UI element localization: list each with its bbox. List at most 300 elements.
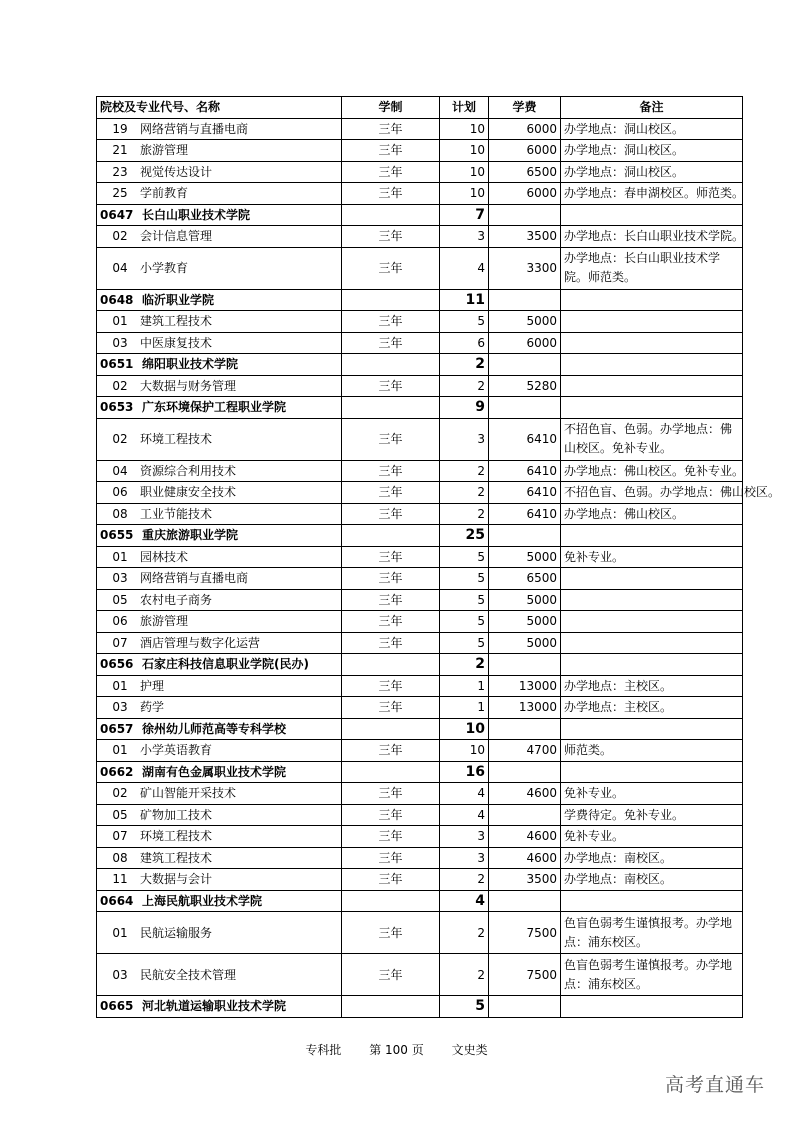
school-name: 重庆旅游职业学院 — [142, 528, 239, 543]
major-duration: 三年 — [342, 611, 440, 633]
school-cell — [97, 996, 342, 1018]
school-row — [97, 204, 743, 226]
major-name: 学前教育 — [140, 186, 189, 201]
major-note: 办学地点：佛山校区。免补专业。 — [561, 460, 743, 482]
header-note: 备注 — [561, 97, 743, 119]
school-row — [97, 996, 743, 1018]
major-fee: 3500 — [489, 226, 561, 248]
major-row — [97, 546, 743, 568]
major-row — [97, 247, 743, 289]
major-cell — [97, 847, 342, 869]
major-name: 小学教育 — [140, 261, 189, 275]
school-name: 临沂职业学院 — [142, 292, 215, 307]
school-plan: 10 — [440, 718, 489, 740]
major-name: 护理 — [140, 678, 165, 693]
major-row — [97, 375, 743, 397]
school-cell — [97, 204, 342, 226]
school-cell — [97, 397, 342, 419]
major-fee: 6500 — [489, 161, 561, 183]
school-name: 长白山职业技术学院 — [142, 207, 251, 222]
major-name: 园林技术 — [140, 549, 189, 564]
major-cell — [97, 740, 342, 762]
major-cell — [97, 675, 342, 697]
major-plan: 2 — [440, 460, 489, 482]
major-duration: 三年 — [342, 460, 440, 482]
major-fee: 5000 — [489, 611, 561, 633]
major-plan: 5 — [440, 311, 489, 333]
major-code: 08 — [112, 506, 128, 521]
major-cell — [97, 826, 342, 848]
major-cell — [97, 247, 342, 289]
major-fee: 3300 — [489, 247, 561, 289]
major-plan: 2 — [440, 503, 489, 525]
school-duration-cell — [342, 718, 440, 740]
major-code: 21 — [112, 143, 128, 158]
major-duration: 三年 — [342, 804, 440, 826]
school-fee-cell — [489, 996, 561, 1018]
school-duration-cell — [342, 289, 440, 311]
major-plan: 1 — [440, 675, 489, 697]
major-duration: 三年 — [342, 697, 440, 719]
major-plan: 5 — [440, 589, 489, 611]
school-fee-cell — [489, 654, 561, 676]
major-plan: 1 — [440, 697, 489, 719]
school-name: 上海民航职业技术学院 — [142, 893, 263, 908]
major-code: 02 — [112, 432, 128, 446]
school-note-cell — [561, 354, 743, 376]
major-duration: 三年 — [342, 546, 440, 568]
major-plan: 4 — [440, 804, 489, 826]
major-fee: 7500 — [489, 954, 561, 996]
school-note-cell — [561, 996, 743, 1018]
major-fee: 6500 — [489, 568, 561, 590]
major-code: 01 — [112, 925, 128, 940]
major-duration: 三年 — [342, 740, 440, 762]
major-code: 11 — [112, 872, 128, 887]
school-note-cell — [561, 289, 743, 311]
school-code: 0656 — [100, 657, 134, 672]
major-row — [97, 460, 743, 482]
footer-category: 文史类 — [451, 1043, 488, 1057]
major-fee: 5000 — [489, 589, 561, 611]
major-row — [97, 503, 743, 525]
major-name: 大数据与会计 — [140, 872, 213, 887]
school-cell — [97, 354, 342, 376]
major-plan: 3 — [440, 826, 489, 848]
major-code: 06 — [112, 485, 128, 500]
major-fee: 6410 — [489, 460, 561, 482]
school-row — [97, 761, 743, 783]
major-cell — [97, 118, 342, 140]
school-cell — [97, 654, 342, 676]
school-note-cell — [561, 525, 743, 547]
major-plan: 2 — [440, 482, 489, 504]
major-code: 01 — [112, 549, 128, 564]
major-row — [97, 161, 743, 183]
school-duration-cell — [342, 654, 440, 676]
school-note-cell — [561, 718, 743, 740]
footer-page-number: 第 100 页 — [369, 1043, 424, 1057]
school-row — [97, 354, 743, 376]
school-cell — [97, 718, 342, 740]
major-plan: 2 — [440, 375, 489, 397]
major-name: 药学 — [140, 700, 165, 715]
major-name: 矿物加工技术 — [140, 807, 213, 822]
major-note: 色盲色弱考生谨慎报考。办学地点：浦东校区。 — [561, 912, 743, 954]
major-cell — [97, 482, 342, 504]
major-name: 小学英语教育 — [140, 743, 213, 758]
school-name: 广东环境保护工程职业学院 — [142, 400, 287, 415]
major-duration: 三年 — [342, 675, 440, 697]
school-name: 河北轨道运输职业技术学院 — [142, 999, 287, 1014]
school-duration-cell — [342, 204, 440, 226]
major-note — [561, 568, 743, 590]
major-duration: 三年 — [342, 247, 440, 289]
school-fee-cell — [489, 204, 561, 226]
major-duration: 三年 — [342, 375, 440, 397]
major-plan: 5 — [440, 568, 489, 590]
major-note: 不招色盲、色弱。办学地点：佛山校区。免补专业。 — [561, 418, 743, 460]
school-name: 徐州幼儿师范高等专科学校 — [142, 721, 287, 736]
major-duration: 三年 — [342, 332, 440, 354]
major-cell — [97, 311, 342, 333]
major-name: 大数据与财务管理 — [140, 378, 237, 393]
major-note: 办学地点：南校区。 — [561, 847, 743, 869]
major-duration: 三年 — [342, 418, 440, 460]
major-code: 04 — [112, 463, 128, 478]
major-code: 02 — [112, 378, 128, 393]
header-duration: 学制 — [342, 97, 440, 119]
major-cell — [97, 804, 342, 826]
school-fee-cell — [489, 890, 561, 912]
major-note: 办学地点：南校区。 — [561, 869, 743, 891]
major-cell — [97, 869, 342, 891]
school-code: 0648 — [100, 292, 134, 307]
major-name: 民航安全技术管理 — [140, 967, 237, 982]
school-row — [97, 525, 743, 547]
major-cell — [97, 546, 342, 568]
school-plan: 25 — [440, 525, 489, 547]
major-note — [561, 311, 743, 333]
major-note: 色盲色弱考生谨慎报考。办学地点：浦东校区。 — [561, 954, 743, 996]
major-fee: 4600 — [489, 826, 561, 848]
major-row — [97, 611, 743, 633]
school-duration-cell — [342, 397, 440, 419]
major-cell — [97, 783, 342, 805]
major-code: 03 — [112, 967, 128, 982]
major-plan: 10 — [440, 118, 489, 140]
major-note — [561, 375, 743, 397]
major-cell — [97, 697, 342, 719]
major-cell — [97, 503, 342, 525]
school-fee-cell — [489, 761, 561, 783]
major-duration: 三年 — [342, 826, 440, 848]
major-note: 办学地点：主校区。 — [561, 675, 743, 697]
major-row — [97, 589, 743, 611]
header-name: 院校及专业代号、名称 — [97, 97, 342, 119]
school-name: 石家庄科技信息职业学院(民办) — [142, 657, 309, 672]
major-name: 旅游管理 — [140, 143, 189, 158]
major-fee: 13000 — [489, 697, 561, 719]
major-row — [97, 954, 743, 996]
major-duration: 三年 — [342, 482, 440, 504]
school-fee-cell — [489, 397, 561, 419]
major-duration: 三年 — [342, 503, 440, 525]
school-duration-cell — [342, 890, 440, 912]
major-row — [97, 118, 743, 140]
major-fee: 5000 — [489, 632, 561, 654]
major-plan: 10 — [440, 161, 489, 183]
school-plan: 2 — [440, 354, 489, 376]
major-code: 05 — [112, 592, 128, 607]
major-code: 04 — [112, 261, 128, 275]
major-code: 02 — [112, 786, 128, 801]
major-note: 不招色盲、色弱。办学地点：佛山校区。 — [561, 482, 743, 504]
major-name: 环境工程技术 — [140, 829, 213, 844]
major-code: 03 — [112, 700, 128, 715]
major-note: 免补专业。 — [561, 783, 743, 805]
major-row — [97, 847, 743, 869]
school-note-cell — [561, 761, 743, 783]
school-row — [97, 289, 743, 311]
major-note: 办学地点：洞山校区。 — [561, 140, 743, 162]
school-note-cell — [561, 654, 743, 676]
school-code: 0653 — [100, 400, 134, 415]
school-cell — [97, 525, 342, 547]
major-name: 建筑工程技术 — [140, 314, 213, 329]
major-name: 网络营销与直播电商 — [140, 121, 249, 136]
footer-batch: 专科批 — [305, 1043, 342, 1057]
major-row — [97, 740, 743, 762]
school-code: 0657 — [100, 721, 134, 736]
school-cell — [97, 289, 342, 311]
major-row — [97, 697, 743, 719]
school-note-cell — [561, 204, 743, 226]
major-fee: 5280 — [489, 375, 561, 397]
major-fee: 13000 — [489, 675, 561, 697]
major-note: 办学地点：佛山校区。 — [561, 503, 743, 525]
major-row — [97, 869, 743, 891]
major-note — [561, 589, 743, 611]
school-note-cell — [561, 397, 743, 419]
major-plan: 3 — [440, 847, 489, 869]
major-name: 酒店管理与数字化运营 — [140, 635, 261, 650]
header-plan: 计划 — [440, 97, 489, 119]
major-duration: 三年 — [342, 226, 440, 248]
school-note-cell — [561, 890, 743, 912]
major-fee: 4700 — [489, 740, 561, 762]
major-duration: 三年 — [342, 869, 440, 891]
school-code: 0647 — [100, 207, 134, 222]
major-duration: 三年 — [342, 954, 440, 996]
major-note: 师范类。 — [561, 740, 743, 762]
school-plan: 16 — [440, 761, 489, 783]
major-note: 学费待定。免补专业。 — [561, 804, 743, 826]
major-cell — [97, 954, 342, 996]
major-name: 视觉传达设计 — [140, 164, 213, 179]
header-fee: 学费 — [489, 97, 561, 119]
school-duration-cell — [342, 525, 440, 547]
major-name: 环境工程技术 — [140, 432, 213, 446]
major-row — [97, 826, 743, 848]
page-footer — [0, 1041, 793, 1058]
major-note — [561, 632, 743, 654]
major-name: 建筑工程技术 — [140, 850, 213, 865]
admission-plan-table — [96, 96, 781, 1018]
school-plan: 4 — [440, 890, 489, 912]
school-plan: 2 — [440, 654, 489, 676]
major-note: 办学地点：长白山职业技术学院。师范类。 — [561, 247, 743, 289]
major-cell — [97, 568, 342, 590]
major-cell — [97, 226, 342, 248]
major-fee: 6410 — [489, 418, 561, 460]
major-fee: 4600 — [489, 783, 561, 805]
school-name: 绵阳职业技术学院 — [142, 357, 239, 372]
major-fee: 5000 — [489, 311, 561, 333]
major-duration: 三年 — [342, 140, 440, 162]
major-note — [561, 611, 743, 633]
school-duration-cell — [342, 996, 440, 1018]
school-row — [97, 397, 743, 419]
school-cell — [97, 761, 342, 783]
major-code: 02 — [112, 229, 128, 244]
major-cell — [97, 375, 342, 397]
major-row — [97, 675, 743, 697]
major-row — [97, 311, 743, 333]
major-code: 25 — [112, 186, 128, 201]
major-plan: 10 — [440, 740, 489, 762]
major-plan: 2 — [440, 869, 489, 891]
major-cell — [97, 611, 342, 633]
major-note: 免补专业。 — [561, 546, 743, 568]
major-duration: 三年 — [342, 783, 440, 805]
major-code: 07 — [112, 635, 128, 650]
major-cell — [97, 140, 342, 162]
school-cell — [97, 890, 342, 912]
table-body — [97, 118, 781, 1017]
major-row — [97, 418, 743, 460]
major-fee: 4600 — [489, 847, 561, 869]
major-row — [97, 632, 743, 654]
school-plan: 5 — [440, 996, 489, 1018]
major-duration: 三年 — [342, 311, 440, 333]
major-plan: 3 — [440, 418, 489, 460]
major-fee: 6410 — [489, 503, 561, 525]
major-note: 办学地点：洞山校区。 — [561, 118, 743, 140]
major-row — [97, 783, 743, 805]
school-plan: 11 — [440, 289, 489, 311]
major-note: 办学地点：洞山校区。 — [561, 161, 743, 183]
major-fee: 6000 — [489, 118, 561, 140]
major-code: 05 — [112, 807, 128, 822]
major-note: 免补专业。 — [561, 826, 743, 848]
major-code: 06 — [112, 614, 128, 629]
major-note: 办学地点：长白山职业技术学院。 — [561, 226, 743, 248]
major-cell — [97, 332, 342, 354]
school-plan: 9 — [440, 397, 489, 419]
school-row — [97, 718, 743, 740]
major-code: 01 — [112, 743, 128, 758]
major-plan: 6 — [440, 332, 489, 354]
major-fee: 6000 — [489, 332, 561, 354]
major-row — [97, 226, 743, 248]
major-code: 23 — [112, 164, 128, 179]
school-row — [97, 890, 743, 912]
major-name: 网络营销与直播电商 — [140, 571, 249, 586]
major-cell — [97, 912, 342, 954]
major-plan: 10 — [440, 183, 489, 205]
major-code: 01 — [112, 314, 128, 329]
major-plan: 5 — [440, 632, 489, 654]
school-code: 0665 — [100, 999, 134, 1014]
major-name: 旅游管理 — [140, 614, 189, 629]
major-name: 矿山智能开采技术 — [140, 786, 237, 801]
school-code: 0664 — [100, 893, 134, 908]
major-plan: 4 — [440, 783, 489, 805]
major-duration: 三年 — [342, 161, 440, 183]
school-code: 0662 — [100, 764, 134, 779]
major-duration: 三年 — [342, 568, 440, 590]
major-row — [97, 482, 743, 504]
major-fee: 6410 — [489, 482, 561, 504]
major-duration: 三年 — [342, 912, 440, 954]
major-plan: 4 — [440, 247, 489, 289]
major-name: 职业健康安全技术 — [140, 485, 237, 500]
watermark: 高考直通车 — [664, 1074, 765, 1096]
major-cell — [97, 632, 342, 654]
school-duration-cell — [342, 761, 440, 783]
major-name: 会计信息管理 — [140, 229, 213, 244]
school-row — [97, 654, 743, 676]
major-code: 03 — [112, 571, 128, 586]
major-plan: 3 — [440, 226, 489, 248]
table-header-row — [97, 97, 743, 119]
major-code: 08 — [112, 850, 128, 865]
major-fee: 7500 — [489, 912, 561, 954]
major-cell — [97, 161, 342, 183]
major-cell — [97, 589, 342, 611]
major-code: 01 — [112, 678, 128, 693]
major-duration: 三年 — [342, 118, 440, 140]
school-code: 0655 — [100, 528, 134, 543]
major-row — [97, 140, 743, 162]
major-plan: 5 — [440, 611, 489, 633]
major-code: 07 — [112, 829, 128, 844]
school-fee-cell — [489, 525, 561, 547]
major-fee: 5000 — [489, 546, 561, 568]
major-plan: 5 — [440, 546, 489, 568]
major-row — [97, 183, 743, 205]
school-fee-cell — [489, 289, 561, 311]
school-fee-cell — [489, 718, 561, 740]
school-fee-cell — [489, 354, 561, 376]
major-duration: 三年 — [342, 632, 440, 654]
major-duration: 三年 — [342, 183, 440, 205]
major-note: 办学地点：春申湖校区。师范类。 — [561, 183, 743, 205]
school-name: 湖南有色金属职业技术学院 — [142, 764, 287, 779]
major-cell — [97, 460, 342, 482]
major-fee: 3500 — [489, 869, 561, 891]
major-plan: 2 — [440, 912, 489, 954]
major-name: 民航运输服务 — [140, 925, 213, 940]
major-fee: 6000 — [489, 140, 561, 162]
major-name: 中医康复技术 — [140, 335, 213, 350]
school-duration-cell — [342, 354, 440, 376]
major-fee: 6000 — [489, 183, 561, 205]
major-row — [97, 332, 743, 354]
school-code: 0651 — [100, 357, 134, 372]
major-cell — [97, 183, 342, 205]
